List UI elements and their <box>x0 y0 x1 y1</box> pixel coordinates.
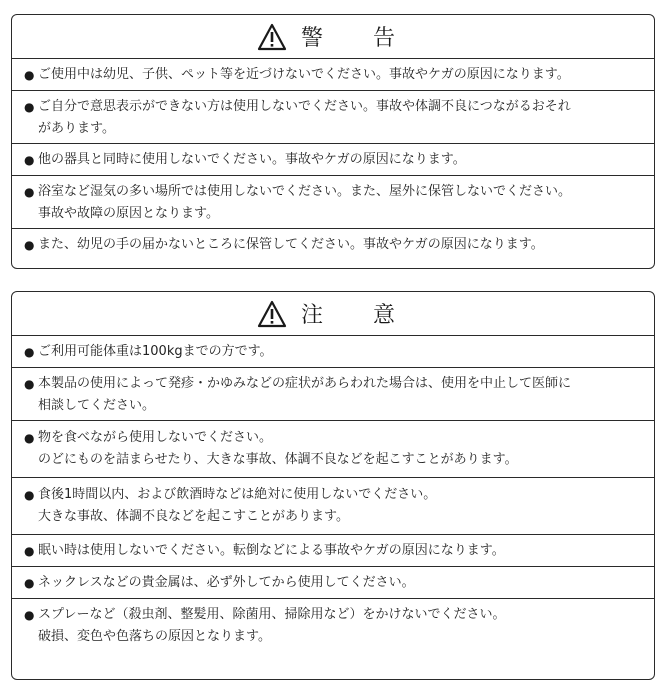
warning-box <box>11 14 655 269</box>
bullet-icon: ● <box>24 238 35 252</box>
warning-triangle-icon <box>257 300 287 328</box>
caution-item-text: 眠い時は使用しないでください。転倒などによる事故やケガの原因になります。 <box>38 543 505 558</box>
bullet-icon: ● <box>24 377 35 391</box>
caution-header <box>12 292 654 336</box>
caution-item <box>12 421 654 478</box>
bullet-icon: ● <box>24 185 35 199</box>
bullet-icon: ● <box>24 153 35 167</box>
warning-item-text: 浴室など湿気の多い場所では使用しないでください。また、屋外に保管しないでください。 事故や故障の原因となります。 <box>38 184 572 221</box>
warning-item <box>12 59 654 91</box>
warning-item <box>12 176 654 229</box>
caution-box <box>11 291 655 680</box>
caution-item <box>12 368 654 421</box>
caution-item-text: 食後1時間以内、および飲酒時などは絶対に使用しないでください。 大きな事故、体調不良などを起こすことがあります。 <box>38 487 437 524</box>
warning-item <box>12 144 654 176</box>
caution-title: 注 意 <box>300 303 409 328</box>
caution-item-text: 物を食べながら使用しないでください。 のどにものを詰まらせたり、大きな事故、体調不良などを起こすことがあります。 <box>38 430 518 467</box>
bullet-icon: ● <box>24 345 35 359</box>
warning-header <box>12 15 654 59</box>
warning-item-text: ご使用中は幼児、子供、ペット等を近づけないでください。事故やケガの原因になります。 <box>38 67 570 82</box>
warning-item <box>12 229 654 261</box>
bullet-icon: ● <box>24 576 35 590</box>
caution-item <box>12 478 654 535</box>
warning-item <box>12 91 654 144</box>
warning-item-text: また、幼児の手の届かないところに保管してください。事故やケガの原因になります。 <box>38 237 544 252</box>
caution-item-text: ご利用可能体重は100kgまでの方です。 <box>38 344 273 359</box>
caution-item-text: スプレーなど（殺虫剤、整髪用、除菌用、掃除用など）をかけないでください。 破損、変色や色落ちの原因となります。 <box>38 607 506 644</box>
caution-item-text: 本製品の使用によって発疹・かゆみなどの症状があらわれた場合は、使用を中止して医師に 相談してください。 <box>38 376 572 413</box>
warning-item-text: 他の器具と同時に使用しないでください。事故やケガの原因になります。 <box>38 152 466 167</box>
bullet-icon: ● <box>24 608 35 622</box>
bullet-icon: ● <box>24 68 35 82</box>
caution-item <box>12 336 654 368</box>
caution-item <box>12 567 654 599</box>
warning-item-text: ご自分で意思表示ができない方は使用しないでください。事故や体調不良につながるおそれ があります。 <box>38 99 571 136</box>
warning-triangle-icon <box>257 23 287 51</box>
caution-item <box>12 599 654 652</box>
bullet-icon: ● <box>24 431 35 445</box>
bullet-icon: ● <box>24 544 35 558</box>
caution-item-text: ネックレスなどの貴金属は、必ず外してから使用してください。 <box>38 575 415 590</box>
bullet-icon: ● <box>24 100 35 114</box>
bullet-icon: ● <box>24 488 35 502</box>
caution-item <box>12 535 654 567</box>
warning-title: 警 告 <box>300 26 409 51</box>
